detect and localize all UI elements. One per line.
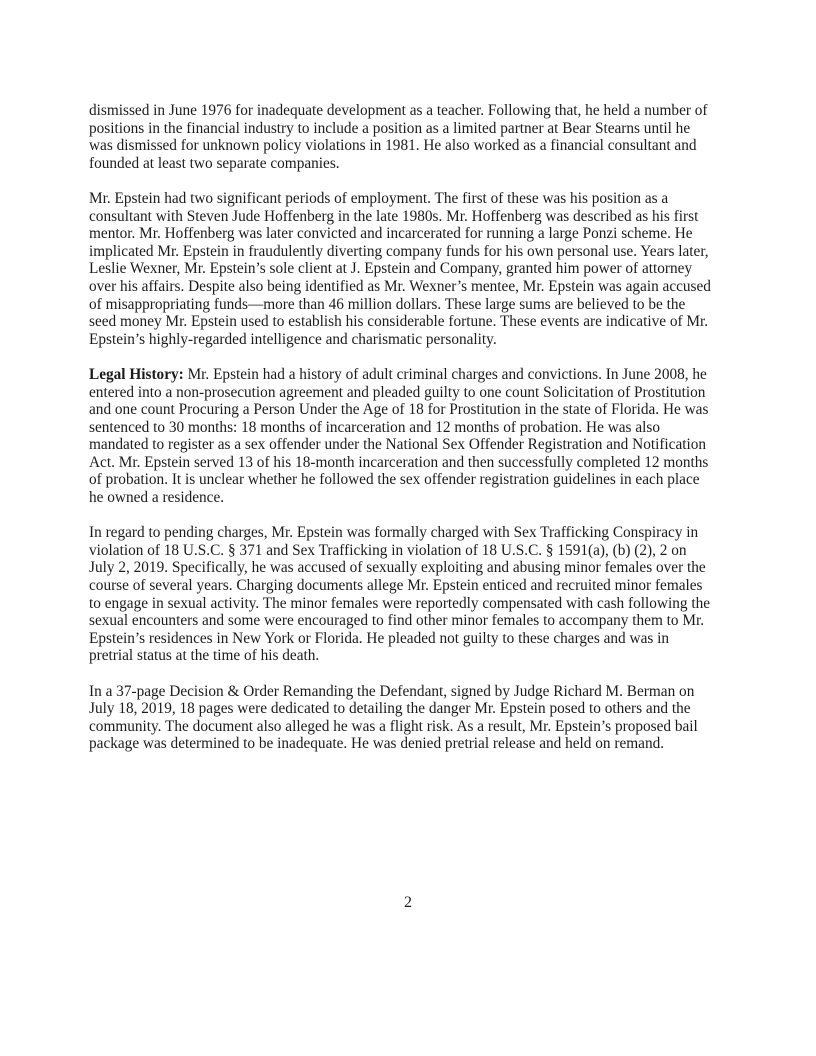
paragraph-text: dismissed in June 1976 for inadequate development as a teacher. Following that, he held a number of positions in the financial industry to include a position as a limited partner at Bear Stearns until he was dismissed for unknown policy violations in 1981. He also worked as a financial consultant and founded at least two separate companies. (89, 102, 708, 172)
paragraph-employment (89, 190, 714, 348)
paragraph-education-career (89, 102, 714, 172)
paragraph-remand-order (89, 683, 714, 753)
paragraph-text: In regard to pending charges, Mr. Epstein was formally charged with Sex Trafficking Conspiracy in violation of 18 U.S.C. § 371 and Sex Trafficking in violation of 18 U.S.C. § 1591(a), (b) (2), 2 on July 2, 2019. Specifically, he was accused of sexually exploiting and abusing minor females over the course of several years. Charging documents allege Mr. Epstein enticed and recruited minor females to engage in sexual activity. The minor females were reportedly compensated with cash following the sexual encounters and some were encouraged to find other minor females to accompany them to Mr. Epstein’s residences in New York or Florida. He pleaded not guilty to these charges and was in pretrial status at the time of his death. (89, 524, 711, 665)
body-text (89, 102, 714, 771)
legal-history-heading: Legal History: (89, 365, 184, 383)
paragraph-text: In a 37-page Decision & Order Remanding the Defendant, signed by Judge Richard M. Berman on July 18, 2019, 18 pages were dedicated to detailing the danger Mr. Epstein posed to others and the community. The document also alleged he was a flight risk. As a result, Mr. Epstein’s proposed bail package was determined to be inadequate. He was denied pretrial release and held on remand. (89, 682, 698, 753)
paragraph-legal-history (89, 366, 714, 507)
paragraph-pending-charges (89, 524, 714, 665)
page-number: 2 (404, 894, 412, 911)
paragraph-text: Mr. Epstein had a history of adult criminal charges and convictions. In June 2008, he entered into a non-prosecution agreement and pleaded guilty to one count Solicitation of Prostitution and one count Procuring a Person Under the Age of 18 for Prostitution in the state of Florida. He was sentenced to 30 months: 18 months of incarceration and 12 months of probation. He was also mandated to register as a sex offender under the National Sex Offender Registration and Notification Act. Mr. Epstein served 13 of his 18-month incarceration and then successfully completed 12 months of probation. It is unclear whether he followed the sex offender registration guidelines in each place he owned a residence. (89, 365, 709, 507)
paragraph-text: Mr. Epstein had two significant periods of employment. The first of these was his position as a consultant with Steven Jude Hoffenberg in the late 1980s. Mr. Hoffenberg was described as his first mentor. Mr. Hoffenberg was later convicted and incarcerated for running a large Ponzi scheme. He implicated Mr. Epstein in fraudulently diverting company funds for his own personal use. Years later, Leslie Wexner, Mr. Epstein’s sole client at J. Epstein and Company, granted him power of attorney over his affairs. Despite also being identified as Mr. Wexner’s mentee, Mr. Epstein was again accused of misappropriating funds—more than 46 million dollars. These large sums are believed to be the seed money Mr. Epstein used to establish his considerable fortune. These events are indicative of Mr. Epstein’s highly-regarded intelligence and charismatic personality. (89, 189, 711, 348)
